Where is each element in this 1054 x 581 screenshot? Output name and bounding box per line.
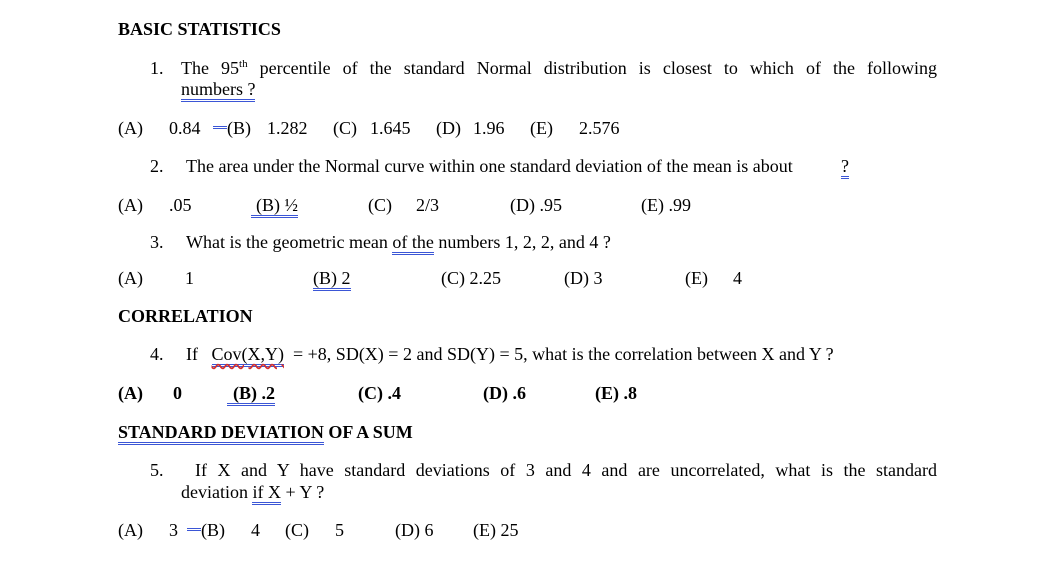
q5-option-b-label: (B) <box>201 520 225 540</box>
q4-cov: Cov(X,Y) <box>212 344 285 367</box>
q3-option-e-label: (E) <box>685 268 708 288</box>
q5-option-a-value: 3 <box>169 520 178 540</box>
q2-text: The area under the Normal curve within one standard deviation of the mean is about <box>186 156 793 176</box>
section-heading-correlation: CORRELATION <box>118 306 253 326</box>
q1-number: 1. <box>150 58 164 78</box>
q5-option-b-value: 4 <box>251 520 260 540</box>
q3-number: 3. <box>150 232 164 252</box>
q5-line2-a: deviation <box>181 482 248 502</box>
q5-option-a-label: (A) <box>118 520 143 540</box>
q1-text-continued <box>181 79 255 100</box>
q4-text <box>186 344 834 365</box>
section-heading-sd-sum-a: STANDARD DEVIATION <box>118 422 324 445</box>
section-heading-sd-sum <box>118 422 413 443</box>
q5-answer-mark <box>187 520 201 531</box>
q3-text <box>186 232 611 253</box>
q2-option-a-label: (A) <box>118 195 143 215</box>
q2-number: 2. <box>150 156 164 176</box>
q1-option-c-value: 1.645 <box>370 118 411 138</box>
q2-option-c-value: 2/3 <box>416 195 440 215</box>
q2-qmark-text: ? <box>841 156 849 179</box>
q3-option-a-value: 1 <box>185 268 194 288</box>
q5-option-e: (E) 25 <box>473 520 519 540</box>
q4-option-c: (C) .4 <box>358 383 401 403</box>
section-heading-basic-statistics: BASIC STATISTICS <box>118 19 281 39</box>
q2-option-d: (D) .95 <box>510 195 562 215</box>
q1-option-d-label: (D) <box>436 118 461 138</box>
q2-option-a-value: .05 <box>169 195 192 215</box>
q1-option-e-label: (E) <box>530 118 553 138</box>
q1-option-a-value: 0.84 <box>169 118 201 138</box>
q1-superscript: th <box>239 58 248 70</box>
q4-option-e: (E) .8 <box>595 383 637 403</box>
q2-option-c-label: (C) <box>368 195 392 215</box>
q4-if: If <box>186 344 198 364</box>
q1-text-b: percentile of the standard Normal distribution is closest to which of the following <box>247 58 938 78</box>
q3-option-a-label: (A) <box>118 268 143 288</box>
q5-line2-b: if X <box>252 482 281 505</box>
q1-text-a: The 95 <box>181 58 240 78</box>
q4-option-b-text: (B) .2 <box>227 383 275 406</box>
q1-option-a-label: (A) <box>118 118 143 138</box>
q3-option-b <box>313 268 351 289</box>
q4-number: 4. <box>150 344 164 364</box>
q2-qmark <box>841 156 849 177</box>
q3-text-b: of the <box>392 232 433 255</box>
q2-option-b-text: (B) ½ <box>251 195 298 218</box>
q1-option-d-value: 1.96 <box>473 118 505 138</box>
q5-line2 <box>181 482 324 503</box>
q2-option-b <box>251 195 298 216</box>
q3-option-e-value: 4 <box>733 268 742 288</box>
q3-text-c: numbers 1, 2, 2, and 4 ? <box>438 232 611 252</box>
q5-line2-c: + Y ? <box>285 482 325 502</box>
q5-number: 5. <box>150 460 164 480</box>
q5-line1: If X and Y have standard deviations of 3 and 4 and are uncorrelated, what is the standard <box>195 460 937 480</box>
q4-option-a-value: 0 <box>173 383 182 403</box>
q1-answer-mark <box>213 118 227 129</box>
q5-option-c-value: 5 <box>335 520 344 540</box>
q5-option-c-label: (C) <box>285 520 309 540</box>
q3-option-d: (D) 3 <box>564 268 603 288</box>
q1-text <box>181 58 937 79</box>
q1-option-e-value: 2.576 <box>579 118 620 138</box>
q1-option-b-value: 1.282 <box>267 118 308 138</box>
q1-option-c-label: (C) <box>333 118 357 138</box>
q4-option-d: (D) .6 <box>483 383 526 403</box>
q4-text-rest: = +8, SD(X) = 2 and SD(Y) = 5, what is the correlation between X and Y ? <box>293 344 834 364</box>
q1-option-b-label: (B) <box>227 118 251 138</box>
q4-option-b <box>227 383 275 404</box>
q3-text-a: What is the geometric mean <box>186 232 388 252</box>
q3-option-b-text: (B) 2 <box>313 268 351 291</box>
q1-text-c: numbers ? <box>181 79 255 102</box>
q5-option-d: (D) 6 <box>395 520 434 540</box>
q4-option-a-label: (A) <box>118 383 143 403</box>
section-heading-sd-sum-b: OF A SUM <box>328 422 413 442</box>
q3-option-c: (C) 2.25 <box>441 268 501 288</box>
q2-option-e: (E) .99 <box>641 195 691 215</box>
